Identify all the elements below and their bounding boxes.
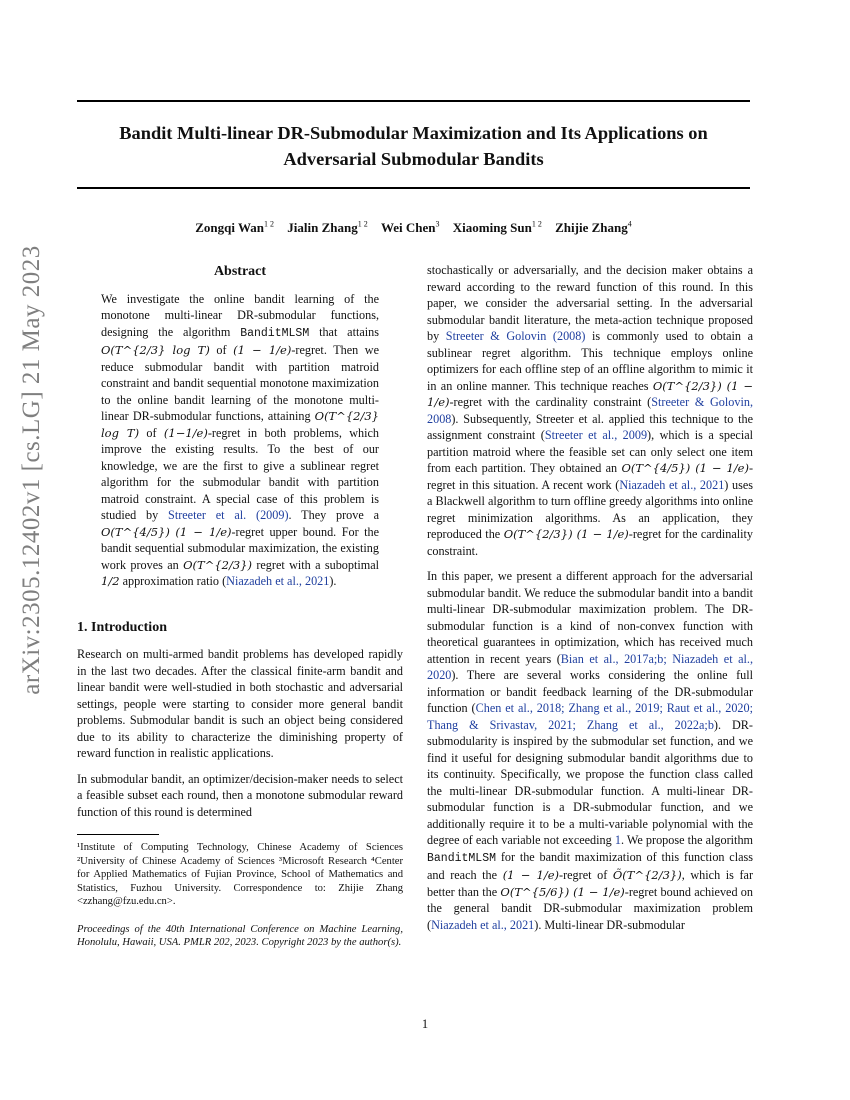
- citation-link[interactable]: Niazadeh et al., 2021: [226, 574, 330, 588]
- citation-link[interactable]: Niazadeh et al., 2021: [431, 917, 535, 932]
- citation-link[interactable]: Niazadeh et al., 2021: [619, 477, 725, 492]
- citation-link[interactable]: Streeter & Golovin (2008): [445, 329, 586, 343]
- top-rule: [77, 100, 750, 102]
- paragraph: Research on multi-armed bandit problems has developed rapidly in the last two decades. After the classical finite-arm bandit and linear bandit were well-studied in both stochastic and adversarial settings, people were starting to consider more general bandit problems. Submodular bandit is such an object being considered due to its ability to characterize the diminishing property of reward function in realistic applications.: [77, 647, 403, 760]
- footnote-rule: [77, 834, 159, 835]
- author: Jialin Zhang$^{1 2}$: [287, 220, 368, 236]
- algorithm-name: BanditMLSM: [240, 326, 310, 340]
- citation-link[interactable]: Chen et al., 2018; Zhang et al., 2019; Raut et al., 2020; Thang & Srivastav, 2021; Zhang et al., 2022a;b: [427, 701, 753, 732]
- paragraph: In this paper, we present a different approach for the adversarial submodular bandit. We reduce the submodular bandit into a bandit multi-linear DR-submodular maximization problem. The DR-submodular function is a kind of non-convex function with theoretical guarantees in optimization, which has received much attention in recent years (Bian et al., 2017a;b; Niazadeh et al., 2020). There are several works considering the online full information or bandit feedback learning of the DR-submodular function (Chen et al., 2018; Zhang et al., 2019; Raut et al., 2020; Thang & Srivastav, 2021; Zhang et al., 2022a;b). DR-submodularity is inspired by the submodular set function, and we find it useful for designing submodular bandit algorithms due to its continuity. Specifically, we propose the function class called the multi-linear DR-submodular function. A multi-linear DR-submodular function is a DR-submodular function, and we additionally require it to be a multi-variable polynomial with the degree of each variable not exceeding 1. We propose the algorithm BanditMLSM for the bandit maximization of this function class and reach the (1 − 1/e)-regret of Õ(T^{2/3}), which is far better than the O(T^{5/6}) (1 − 1/e)-regret bound achieved on the general bandit DR-submodular maximization problem (Niazadeh et al., 2021). Multi-linear DR-submodular: [427, 569, 754, 932]
- author: Zhijie Zhang$^4$: [555, 220, 632, 236]
- right-column: [427, 262, 753, 933]
- proceedings-note: Proceedings of the 40th International Conference on Machine Learning, Honolulu, Hawaii, USA. PMLR 202, 2023. Copyright 2023 by the author(s).: [77, 923, 403, 948]
- arxiv-stamp: arXiv:2305.12402v1 [cs.LG] 21 May 2023: [18, 245, 45, 695]
- page-number: 1: [421, 1017, 429, 1031]
- citation-link[interactable]: Streeter et al. (2009): [168, 508, 289, 522]
- author: Zongqi Wan$^{1 2}$: [195, 220, 275, 236]
- author: Xiaoming Sun$^{1 2}$: [452, 220, 542, 236]
- abstract-text: We investigate the online bandit learning of the monotone multi-linear DR-submodular functions, designing the algorithm BanditMLSM that attains O(T^{2/3} log T) of (1 − 1/e)-regret. Then we reduce submodular bandit with partition matroid constraint and bandit sequential monotone maximization to the online bandit learning of the monotone multi-linear DR-submodular functions, attaining O(T^{2/3} log T) of (1−1/e)-regret in both problems, which improve the existing results. To the best of our knowledge, we are the first to give a sublinear regret algorithm for the submodular bandit with partition matroid constraint. A special case of this problem is studied by Streeter et al. (2009). They prove a O(T^{4/5}) (1 − 1/e)-regret upper bound. For the bandit sequential submodular maximization, the existing work proves an O(T^{2/3}) regret with a suboptimal 1/2 approximation ratio (Niazadeh et al., 2021).: [101, 291, 380, 588]
- paragraph: In submodular bandit, an optimizer/decision-maker needs to select a feasible subset each round, then a monotone submodular reward function of this round is determined: [77, 771, 403, 819]
- citation-link[interactable]: Streeter & Golovin, 2008: [427, 395, 753, 426]
- abstract-heading: Abstract: [213, 264, 267, 279]
- section-heading: 1. Introduction: [77, 619, 167, 635]
- title-rule: [77, 187, 750, 189]
- author-list: [77, 216, 750, 237]
- author: Wei Chen$^3$: [380, 220, 440, 236]
- paper-title: Bandit Multi-linear DR-Submodular Maximization and Its Applications on Adversarial Submodular Bandits: [119, 123, 708, 169]
- citation-link[interactable]: Streeter et al., 2009: [544, 428, 648, 442]
- left-column: [77, 262, 403, 950]
- citation-link[interactable]: Bian et al., 2017a;b; Niazadeh et al., 2020: [427, 651, 753, 682]
- paragraph: stochastically or adversarially, and the decision maker obtains a reward according to the reward function of this round. In this paper, we consider the adversarial setting. In the adversarial submodular bandit literature, the meta-action technique proposed by Streeter & Golovin (2008) is commonly used to obtain a sublinear regret algorithm. This technique employs online optimizers for each offline step of an offline algorithm to mimic it in an online manner. This technique reaches O(T^{2/3}) (1 − 1/e)-regret with the cardinality constraint (Streeter & Golovin, 2008). Subsequently, Streeter et al. applied this technique to the assignment constraint (Streeter et al., 2009), which is a special partition matroid where the feasible set can only select one item from each partition. They obtained an O(T^{4/5}) (1 − 1/e)-regret in this situation. A recent work (Niazadeh et al., 2021) uses a Blackwell algorithm to turn offline greedy algorithms into online regret minimization algorithms. As an application, they reproduced the O(T^{2/3}) (1 − 1/e)-regret for the cardinality constraint.: [427, 263, 754, 558]
- affiliation-footnote: ¹Institute of Computing Technology, Chinese Academy of Sciences ²University of Chinese Academy of Sciences ³Microsoft Research ⁴Center for Applied Mathematics of Fujian Province, School of Mathematics and Statistics, Fuzhou University. Correspondence to: Zhijie Zhang <zzhang@fzu.edu.cn>.: [77, 842, 403, 907]
- algorithm-name: BanditMLSM: [427, 851, 497, 865]
